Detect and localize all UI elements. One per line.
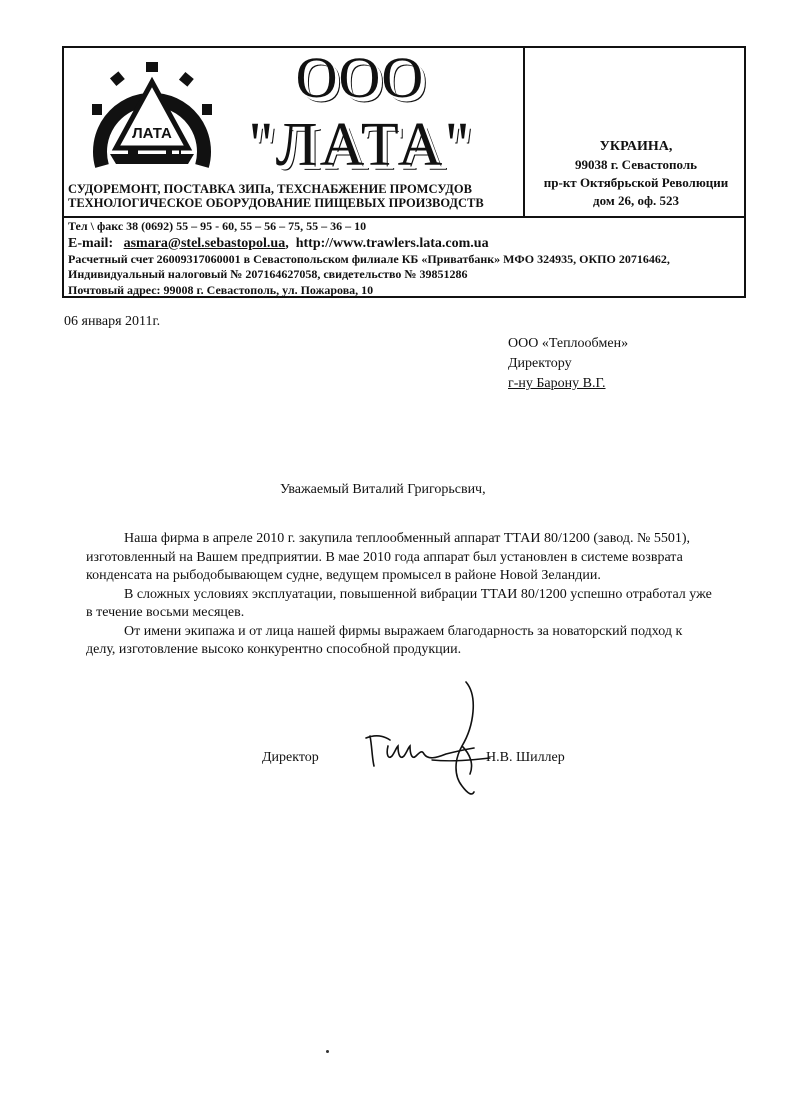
tax-number: Индивидуальный налоговый № 207164627058, свидетельство № 39851286 xyxy=(68,267,468,281)
paragraph-2: В сложных условиях эксплуатации, повышенной вибрации ТТАИ 80/1200 успешно отработал уже в течение восьми месяцев. xyxy=(86,586,712,620)
company-activity xyxy=(68,182,518,210)
phone-fax: Тел \ факс 38 (0692) 55 – 95 - 60, 55 – 56 – 75, 55 – 36 – 10 xyxy=(68,219,367,233)
address-country: УКРАИНА, xyxy=(599,139,673,154)
email-label: E-mail: xyxy=(68,235,114,251)
letterhead-divider-horizontal xyxy=(62,216,746,218)
email-separator: , xyxy=(285,235,289,251)
recipient-title: Директору xyxy=(508,356,572,371)
email-row xyxy=(68,235,744,252)
activity-line-1: СУДОРЕМОНТ, ПОСТАВКА ЗИПа, ТЕХСНАБЖЕНИЕ ПРОМСУДОВ xyxy=(68,182,472,196)
company-address xyxy=(528,138,744,210)
recipient-name: г-ну Барону В.Г. xyxy=(508,376,606,391)
paragraph-3: От имени экипажа и от лица нашей фирмы выражаем благодарность за новаторский подход к делу, изготовление высоко конкурентно способной продукции. xyxy=(86,623,683,657)
activity-line-2: ТЕХНОЛОГИЧЕСКОЕ ОБОРУДОВАНИЕ ПИЩЕВЫХ ПРОИЗВОДСТВ xyxy=(68,196,484,210)
logo-text: ЛАТА xyxy=(132,125,172,142)
letter-date: 06 января 2011г. xyxy=(64,314,161,329)
postal-address: Почтовый адрес: 99008 г. Севастополь, ул. Пожарова, 10 xyxy=(68,282,374,297)
address-building: дом 26, оф. 523 xyxy=(593,193,679,208)
salutation: Уважаемый Виталий Григорьсвич, xyxy=(280,482,486,497)
signatory-title: Директор xyxy=(262,750,319,765)
recipient-block xyxy=(508,334,628,394)
address-street: пр-кт Октябрьской Революции xyxy=(543,175,729,190)
letterhead-divider-vertical xyxy=(523,46,525,216)
contact-details xyxy=(68,219,744,298)
company-name: "ЛАТА" xyxy=(248,111,472,179)
email-link[interactable]: asmara@stel.sebastopol.ua xyxy=(123,235,286,251)
recipient-organization: ООО «Теплообмен» xyxy=(508,336,629,351)
company-logo xyxy=(88,62,216,172)
letter-body xyxy=(86,530,712,660)
company-legal-form: ООО xyxy=(295,45,425,110)
scan-speck xyxy=(326,1050,329,1053)
handwritten-signature xyxy=(362,676,492,802)
address-city: 99038 г. Севастополь xyxy=(575,157,697,172)
paragraph-1: Наша фирма в апреле 2010 г. закупила теплообменный аппарат ТТАИ 80/1200 (завод. № 5501), изготовленный на Вашем предприятии. В мае 2010 года аппарат был установлен в системе возврата конденсата на рыбодобывающем судне, ведущем промысел в районе Новой Зеландии. xyxy=(86,531,691,583)
website-link[interactable]: http://www.trawlers.lata.com.ua xyxy=(295,235,489,251)
signatory-name: Н.В. Шиллер xyxy=(486,750,565,765)
bank-account: Расчетный счет 26009317060001 в Севастопольском филиале КБ «Приватбанк» МФО 324935, ОКПО 20716462, xyxy=(68,251,670,266)
